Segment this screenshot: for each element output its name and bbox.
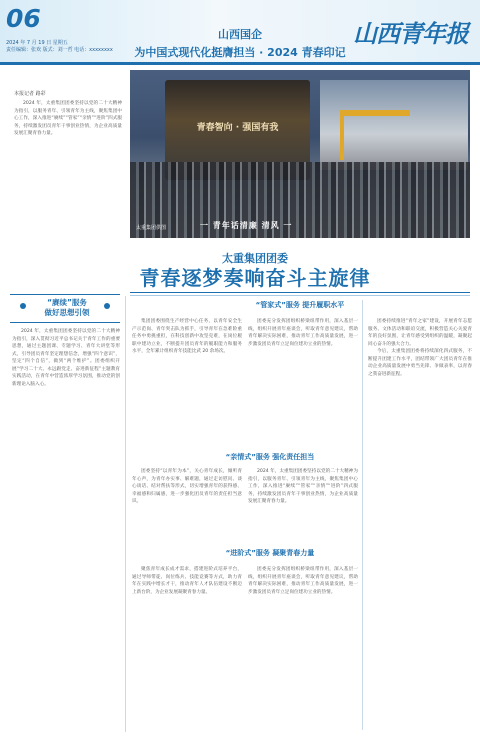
section-title: 山西国企 bbox=[218, 28, 262, 41]
section-1-col-a bbox=[132, 318, 242, 446]
column-divider-1 bbox=[125, 296, 126, 732]
section-2-title: “亲情式”服务 强化责任担当 bbox=[225, 453, 315, 461]
header-meta bbox=[6, 40, 113, 54]
section-3-col-a bbox=[132, 566, 242, 730]
headline-rule-light bbox=[130, 295, 470, 296]
section-2-col-a bbox=[132, 468, 242, 542]
section-1-title: “管家式”服务 提升履职水平 bbox=[255, 301, 345, 309]
section-3-paragraph-a: 聚焦青年成长成才需求，搭建进阶式培养平台，通过导师带徒、岗位练兵、技能竞赛等方式，助力青年在实践中增长才干，推动青年人才队伍建设不断迈上新台阶，为企业发展凝聚青春力量。 bbox=[132, 567, 242, 595]
callout-dot-left bbox=[20, 303, 26, 309]
section-1-paragraph-a: 集团团委围绕生产经营中心任务，以青年安全生产示范岗、青年突击队为抓手，引导青年在急难险重任务中勇挑重担，在科技创新中攻坚克难，在岗位履职中建功立业，不断提升团员青年的履职能力和服务水平，全年累计组织青年技能比武 20 余场次。 bbox=[132, 319, 242, 354]
header-meta-date: 2024 年 7 月 19 日 星期五 bbox=[6, 40, 68, 46]
right-column bbox=[368, 318, 472, 730]
section-header-3 bbox=[180, 548, 360, 560]
column-divider-2 bbox=[362, 300, 363, 730]
callout-rule-top bbox=[10, 294, 120, 295]
section-3-col-b bbox=[248, 566, 358, 730]
stage-banner-text: 青春智向 · 强国有我 bbox=[196, 123, 279, 133]
callout-line-2: 做好思想引领 bbox=[44, 308, 90, 317]
section-1-col-b bbox=[248, 318, 358, 446]
headline-kicker: 太重集团团委 bbox=[222, 252, 288, 265]
header-rule bbox=[0, 62, 480, 65]
headline-rule bbox=[130, 292, 470, 293]
intro-text bbox=[14, 100, 122, 260]
right-column-paragraph-1: 团委持续推进“青年之家”建设，开展青年志愿服务、文体活动和联谊交流，积极营造关心关爱青年的良好氛围，让青年感受到组织的温暖，凝聚起同心奋斗的强大合力。 bbox=[368, 319, 472, 347]
photo-crowd bbox=[130, 162, 470, 238]
callout-dot-right bbox=[104, 303, 110, 309]
page-number: 06 bbox=[6, 4, 41, 33]
section-3-title: “进阶式”服务 凝聚青春力量 bbox=[225, 549, 315, 557]
callout-rule-bottom bbox=[10, 322, 120, 323]
section-2-paragraph-b: 2024 年，太重集团团委坚持以党的二十大精神为指引，以服务青年、引领青年为主线，聚焦集团中心工作，深入推进“赓续”“管家”“亲情”“进阶”四式服务，持续激发团员青年干事创业热情，为企业高质量发展汇聚青春力量。 bbox=[248, 469, 358, 504]
section-subtitle: 为中国式现代化挺膺担当 · 2024 青春印记 bbox=[134, 46, 346, 59]
left-column bbox=[12, 328, 120, 728]
newspaper-logo: 山西青年报 bbox=[353, 19, 468, 48]
section-2-paragraph-a: 团委坚持“以青年为本”，关心青年成长，倾听青年心声，为青年办实事、解难题，通过走访慰问、谈心谈话、结对帮扶等形式，切实增强青年的获得感、幸福感和归属感，进一步强化团员青年的责任担当意识。 bbox=[132, 469, 242, 504]
section-1-paragraph-b: 团委充分发挥团组织桥梁纽带作用，深入基层一线，组织开展青年座谈会，听取青年意见建议，帮助青年解决实际困难，推动青年工作高质量发展，进一步激发团员青年立足岗位建功立业的热情。 bbox=[248, 319, 358, 347]
section-header-2 bbox=[180, 452, 360, 464]
section-header-1 bbox=[180, 300, 420, 312]
page-header bbox=[0, 0, 480, 68]
header-meta-editor: 责任编辑：张欢 版式：刘一哲 电话：xxxxxxxx bbox=[6, 47, 113, 53]
photo-caption: 一 青年话清廉 清风 一 bbox=[200, 221, 293, 230]
section-3-paragraph-b: 团委充分发挥团组织桥梁纽带作用，深入基层一线，组织开展青年座谈会，听取青年意见建议，帮助青年解决实际困难，推动青年工作高质量发展，进一步激发团员青年立足岗位建功立业的热情。 bbox=[248, 567, 358, 595]
event-photo bbox=[130, 70, 470, 238]
callout-heading bbox=[32, 298, 102, 318]
crane-shape bbox=[340, 110, 410, 160]
photo-credit: 太重集团供图 bbox=[136, 225, 167, 231]
callout-line-1: “赓续”服务 bbox=[47, 298, 87, 307]
right-column-paragraph-2: 今后，太重集团团委将持续深化四式服务，不断提升团建工作水平，团结带领广大团员青年在推动企业高质量发展中勇当先锋、争做表率，以青春之我奋进新征程。 bbox=[368, 349, 472, 377]
left-column-paragraph: 2024 年，太重集团团委坚持以党的二十大精神为指引，深入贯彻习近平总书记关于青年工作的重要思想，通过主题团课、专题学习、青年大讲堂等形式，引导团员青年坚定理想信念，增强“四个意识”，坚定“四个自信”，做到“两个维护”。团委组织开展“学习二十大、永远跟党走、奋进新征程”主题教育实践活动，在青年中营造浓厚学习氛围，推动党的创新理论入脑入心。 bbox=[12, 329, 120, 387]
byline: 本报记者 路彩 bbox=[14, 91, 46, 97]
headline: 青春逐梦奏响奋斗主旋律 bbox=[139, 266, 371, 290]
section-2-col-b bbox=[248, 468, 358, 542]
intro-paragraph: 2024 年，太重集团团委坚持以党的二十大精神为指引，以服务青年、引领青年为主线，聚焦集团中心工作，深入推进“赓续”“管家”“亲情”“进阶”四式服务，持续激发团员青年干事创业热情，为企业高质量发展汇聚青春力量。 bbox=[14, 101, 122, 136]
